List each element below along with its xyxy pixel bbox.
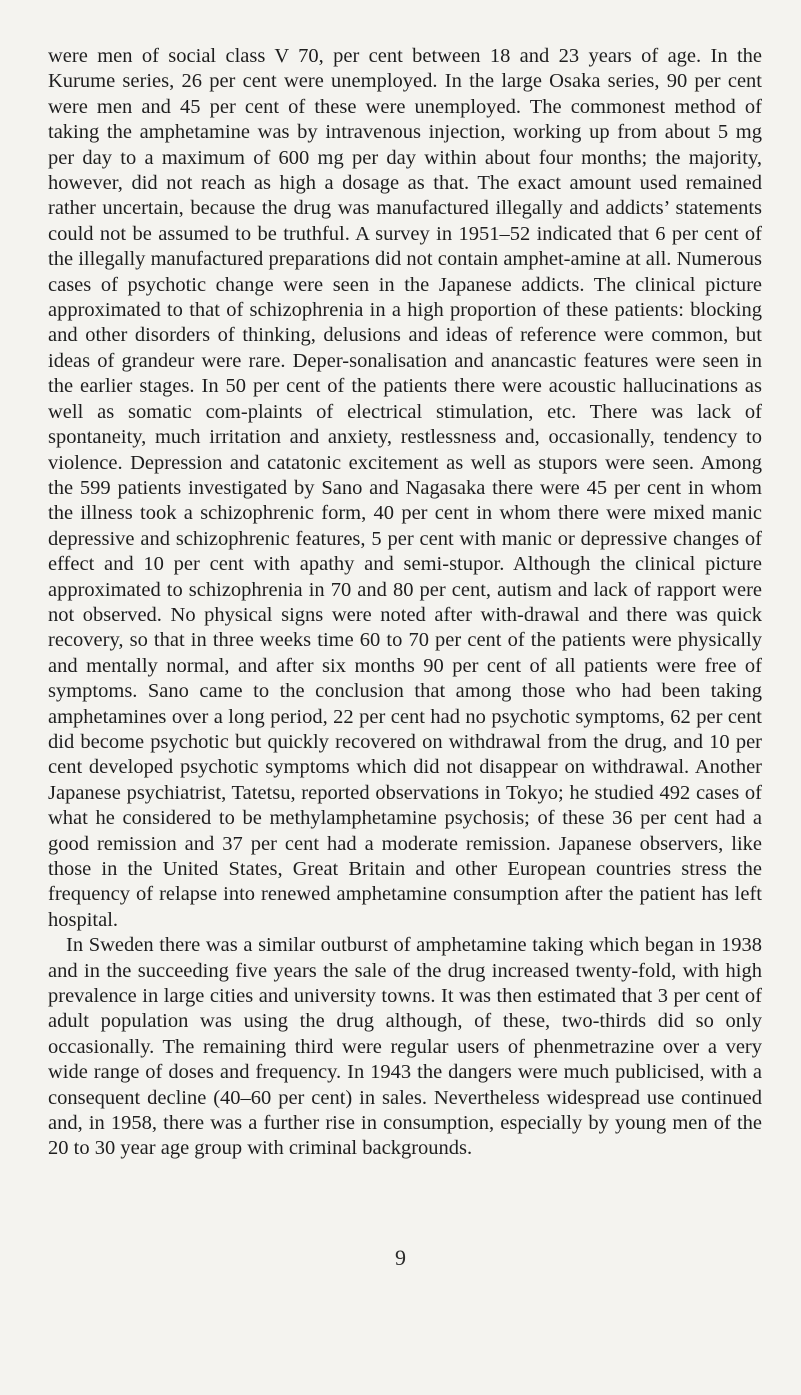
body-paragraph-2: In Sweden there was a similar outburst of amphetamine taking which began in 1938 and in the succeeding five years the sale of the drug increased twenty-fold, with high prevalence in large cities and university towns. It was then estimated that 3 per cent of adult population was using the drug although, of these, two-thirds did so only occasionally. The remaining third were regular users of phenmetrazine over a very wide range of doses and frequency. In 1943 the dangers were much publicised, with a consequent decline (40–60 per cent) in sales. Nevertheless widespread use continued and, in 1958, there was a further rise in consumption, especially by young men of the 20 to 30 year age group with criminal backgrounds.	[48, 934, 762, 1160]
page-number: 9	[395, 1245, 406, 1270]
body-paragraph-1: were men of social class V 70, per cent between 18 and 23 years of age. In the Kurume series, 26 per cent were unemployed. In the large Osaka series, 90 per cent were men and 45 per cent of these were unemployed. The commonest method of taking the amphetamine was by intravenous injection, working up from about 5 mg per day to a maximum of 600 mg per day within about four months; the majority, however, did not reach as high a dosage as that. The exact amount used remained rather uncertain, because the drug was manufactured illegally and addicts’ statements could not be assumed to be truthful. A survey in 1951–52 indicated that 6 per cent of the illegally manufactured preparations did not contain amphet-amine at all. Numerous cases of psychotic change were seen in the Japanese addicts. The clinical picture approximated to that of schizophrenia in a high proportion of these patients: blocking and other disorders of thinking, delusions and ideas of reference were common, but ideas of grandeur were rare. Deper-sonalisation and anancastic features were seen in the earlier stages. In 50 per cent of the patients there were acoustic hallucinations as well as somatic com-plaints of electrical stimulation, etc. There was lack of spontaneity, much irritation and anxiety, restlessness and, occasionally, tendency to violence. Depression and catatonic excitement as well as stupors were seen. Among the 599 patients investigated by Sano and Nagasaka there were 45 per cent in whom the illness took a schizophrenic form, 40 per cent in whom there were mixed manic depressive and schizophrenic features, 5 per cent with manic or depressive changes of effect and 10 per cent with apathy and semi-stupor. Although the clinical picture approximated to schizophrenia in 70 and 80 per cent, autism and lack of rapport were not observed. No physical signs were noted after with-drawal and there was quick recovery, so that in three weeks time 60 to 70 per cent of the patients were physically and mentally normal, and after six months 90 per cent of all patients were free of symptoms. Sano came to the conclusion that among those who had been taking amphetamines over a long period, 22 per cent had no psychotic symptoms, 62 per cent did become psychotic but quickly recovered on withdrawal from the drug, and 10 per cent developed psychotic symptoms which did not disappear on withdrawal. Another Japanese psychiatrist, Tatetsu, reported observations in Tokyo; he studied 492 cases of what he considered to be methylamphetamine psychosis; of these 36 per cent had a good remission and 37 per cent had a moderate remission. Japanese observers, like those in the United States, Great Britain and other European countries stress the frequency of relapse into renewed amphetamine consumption after the patient has left hospital.	[48, 45, 762, 931]
page-body	[48, 44, 762, 1162]
